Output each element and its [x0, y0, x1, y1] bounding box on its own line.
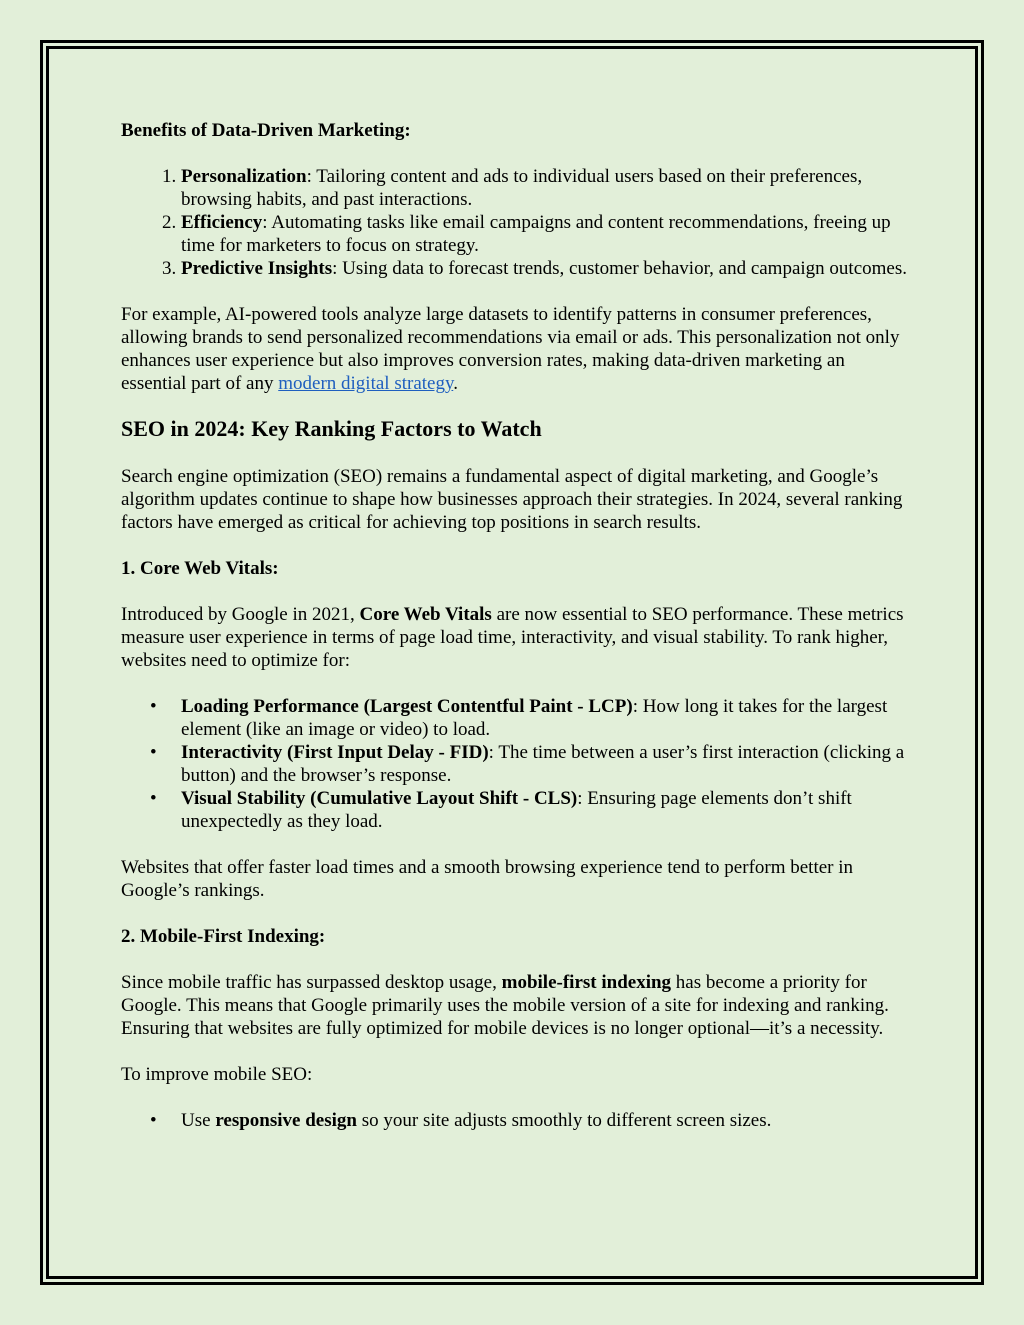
mobile-first-paragraph	[121, 971, 911, 1040]
benefit-term: Predictive Insights	[181, 258, 333, 279]
bullet-icon: •	[150, 1110, 157, 1131]
intro-text: are now essential to SEO performance. These metrics measure user experience in terms of page load time, interactivity, and visual stability. To rank higher, websites need to optimize for:	[121, 604, 904, 671]
list-item	[150, 787, 911, 833]
example-text: For example, AI-powered tools analyze large datasets to identify patterns in consumer preferences, allowing brands to send personalized recommendations via email or ads. This personalization not only enhances user experience but also improves conversion rates, making data-driven marketing an essential part of any	[121, 304, 900, 394]
paragraph-text: Since mobile traffic has surpassed desktop usage,	[121, 972, 502, 993]
list-item	[181, 257, 911, 280]
bullet-icon: •	[150, 696, 157, 717]
improve-mobile-seo-heading: To improve mobile SEO:	[121, 1064, 313, 1085]
core-web-vitals-heading: 1. Core Web Vitals:	[121, 558, 279, 579]
mobile-first-heading: 2. Mobile-First Indexing:	[121, 926, 326, 947]
list-item	[181, 211, 911, 257]
seo-intro: Search engine optimization (SEO) remains a fundamental aspect of digital marketing, and Google’s algorithm updates continue to shape how businesses approach their strategies. In 2024, several ranking factors have emerged as critical for achieving top positions in search results.	[121, 466, 903, 533]
seo-heading: SEO in 2024: Key Ranking Factors to Watch	[121, 416, 542, 441]
list-item	[150, 1109, 911, 1132]
item-text: Use	[181, 1110, 216, 1131]
intro-text: Introduced by Google in 2021,	[121, 604, 360, 625]
benefit-text: : Automating tasks like email campaigns and content recommendations, freeing up time for marketers to focus on strategy.	[181, 212, 891, 256]
list-item	[181, 165, 911, 211]
intro-bold: Core Web Vitals	[359, 604, 492, 625]
bullet-icon: •	[150, 742, 157, 763]
list-item	[150, 695, 911, 741]
benefit-text: : Tailoring content and ads to individual users based on their preferences, browsing habits, and past interactions.	[181, 166, 863, 210]
benefits-heading: Benefits of Data-Driven Marketing:	[121, 120, 411, 141]
core-web-vitals-list	[121, 695, 911, 833]
paragraph-bold: mobile-first indexing	[501, 972, 672, 993]
vital-term: Visual Stability (Cumulative Layout Shift - CLS)	[181, 788, 578, 809]
core-web-vitals-conclusion: Websites that offer faster load times and a smooth browsing experience tend to perform better in Google’s rankings.	[121, 857, 854, 901]
core-web-vitals-intro	[121, 603, 911, 672]
example-end: .	[453, 373, 458, 394]
document-content	[121, 119, 911, 1132]
benefit-term: Efficiency	[181, 212, 263, 233]
benefit-text: : Using data to forecast trends, customer behavior, and campaign outcomes.	[332, 258, 907, 279]
item-text: so your site adjusts smoothly to different screen sizes.	[356, 1110, 772, 1131]
vital-text: : Ensuring page elements don’t shift unexpectedly as they load.	[181, 788, 852, 832]
benefit-term: Personalization	[181, 166, 307, 187]
bullet-icon: •	[150, 788, 157, 809]
list-item	[150, 741, 911, 787]
vital-text: : The time between a user’s first interaction (clicking a button) and the browser’s response.	[181, 742, 905, 786]
vital-term: Loading Performance (Largest Contentful Paint - LCP)	[181, 696, 633, 717]
mobile-seo-list	[121, 1109, 911, 1132]
item-bold: responsive design	[215, 1110, 357, 1131]
vital-text: : How long it takes for the largest element (like an image or video) to load.	[181, 696, 888, 740]
example-paragraph	[121, 303, 911, 395]
benefits-list	[121, 165, 911, 280]
paragraph-text: has become a priority for Google. This means that Google primarily uses the mobile version of a site for indexing and ranking. Ensuring that websites are fully optimized for mobile devices is no longer optional—it’s a necessity.	[121, 972, 889, 1039]
vital-term: Interactivity (First Input Delay - FID)	[181, 742, 489, 763]
modern-digital-strategy-link[interactable]: modern digital strategy	[278, 373, 454, 394]
